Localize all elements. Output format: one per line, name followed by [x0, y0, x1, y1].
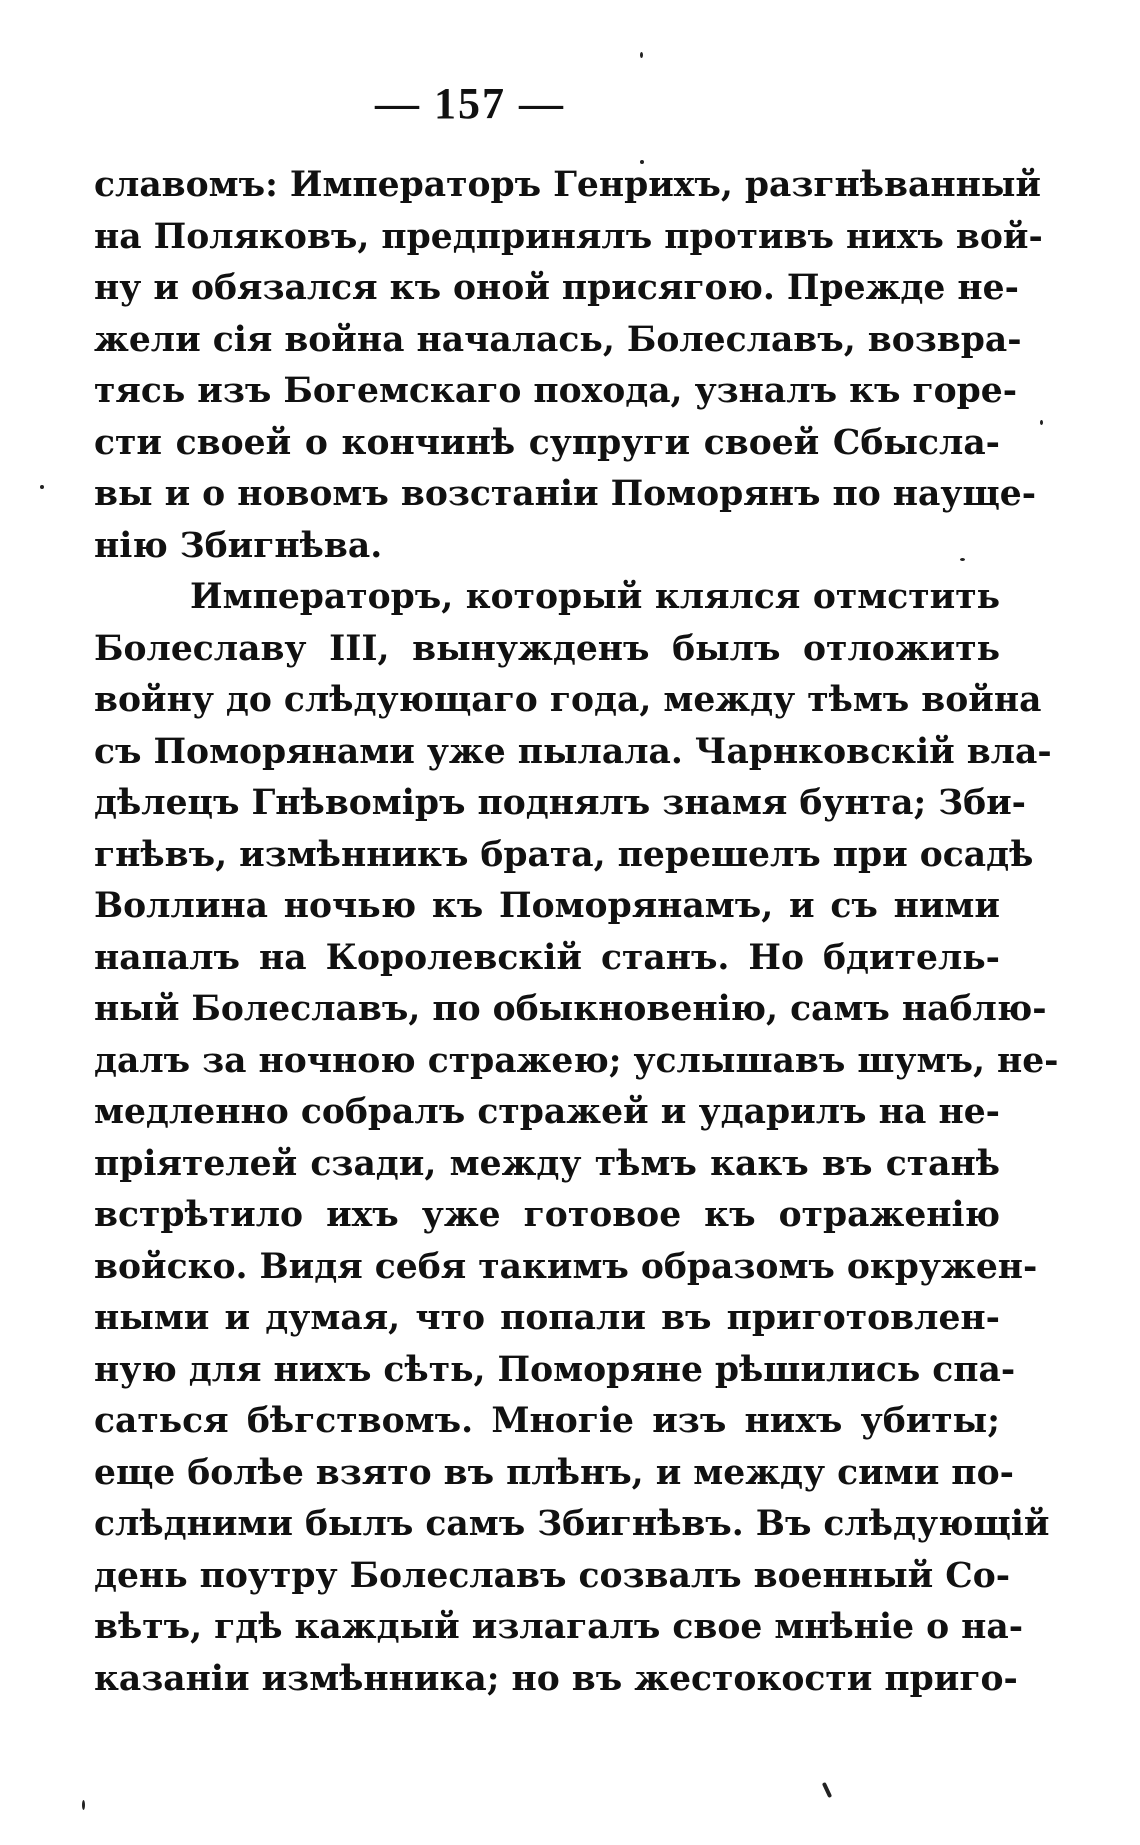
text-line: вѣтъ, гдѣ каждый излагалъ свое мнѣніе о на- [94, 1607, 1024, 1647]
scan-speck [1040, 420, 1043, 425]
page-number: — 157 — [375, 79, 565, 128]
text-line: вы и о новомъ возстаніи Поморянъ по наущe- [94, 474, 1037, 514]
paragraph-2 [94, 572, 1059, 1705]
text-line: казаніи измѣнника; но въ жестокости приго- [94, 1658, 1018, 1699]
text-line: далъ за ночною стражею; услышавъ шумъ, не- [94, 1040, 1059, 1081]
paragraph-1 [94, 160, 1043, 572]
text-line: напалъ на Королевскій станъ. Но бдитель- [94, 937, 1000, 978]
text-line: саться бѣгствомъ. Многіе изъ нихъ убиты; [94, 1401, 1000, 1441]
text-line: еще болѣе взято въ плѣнъ, и между сими по- [94, 1452, 1014, 1493]
scan-speck [82, 1800, 85, 1810]
scan-speck [640, 52, 643, 58]
scan-speck [640, 160, 644, 164]
text-line: ными и думая, что попали въ приготовлен- [94, 1298, 1000, 1338]
scan-speck [822, 1782, 832, 1798]
text-line: Воллина ночью къ Поморянамъ, и съ ними [94, 886, 1000, 926]
text-line: пріятелей сзади, между тѣмъ какъ въ станѣ [94, 1143, 1000, 1184]
text-line: Императоръ, который клялся отмстить [190, 577, 1000, 617]
text-line: ную для нихъ сѣть, Поморяне рѣшились спа- [94, 1349, 1016, 1390]
scan-speck [960, 558, 965, 561]
text-line: тясь изъ Богемскаго похода, узналъ къ горе- [94, 371, 1018, 411]
text-line: день поутру Болеславъ созвалъ военный Со- [94, 1555, 1011, 1596]
text-line: медленно собралъ стражей и ударилъ на не- [94, 1092, 1000, 1132]
text-line: съ Поморянами уже пылала. Чарнковскій вла- [94, 731, 1052, 772]
text-line: жели сія война началась, Болеславъ, возвра- [94, 319, 1022, 360]
text-line: славомъ: Императоръ Генрихъ, разгнѣванный [94, 165, 1042, 205]
text-line: дѣлецъ Гнѣвоміръ поднялъ знамя бунта; Зби- [94, 783, 1026, 823]
body-text [94, 160, 1059, 1705]
text-line: гнѣвъ, измѣнникъ брата, перешелъ при осадѣ [94, 834, 1034, 875]
text-line: нію Збигнѣва. [94, 525, 383, 566]
text-line: сти своей о кончинѣ супруги своей Сбысла- [94, 422, 1000, 463]
text-line: войну до слѣдующаго года, между тѣмъ война [94, 680, 1042, 720]
text-line: слѣдними былъ самъ Збигнѣвъ. Въ слѣдующій [94, 1504, 1050, 1544]
text-line: ну и обязался къ оной присягою. Прежде не- [94, 268, 1019, 308]
text-line: на Поляковъ, предпринялъ противъ нихъ вой- [94, 216, 1043, 257]
text-line: войско. Видя себя такимъ образомъ окружен- [94, 1246, 1038, 1287]
text-line: ный Болеславъ, по обыкновенію, самъ наблю- [94, 989, 1047, 1029]
text-line: Болеславу III, вынужденъ былъ отложить [94, 628, 1000, 669]
scan-speck [40, 485, 44, 489]
text-line: встрѣтило ихъ уже готовое къ отраженію [94, 1195, 1000, 1235]
